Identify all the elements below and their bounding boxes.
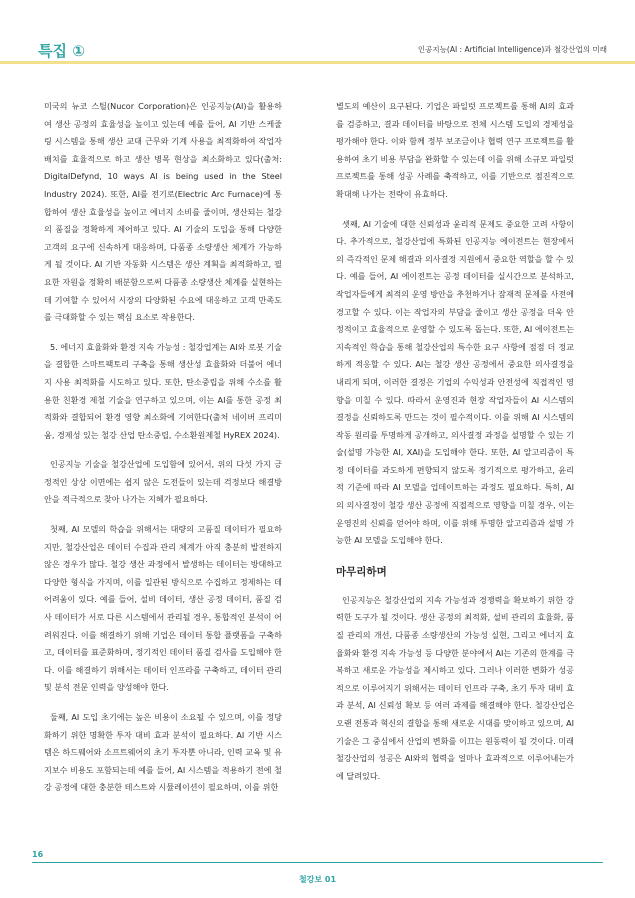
publication-name: 철강보 01 xyxy=(298,875,337,884)
body-paragraph: 셋째, AI 기술에 대한 신뢰성과 윤리적 문제도 중요한 고려 사항이다. 추가적으로, 철강산업에 특화된 인공지능 에이전트는 현장에서의 즉각적인 문제 해결과 의사결정 지원에서 중요한 역할을 할 수 있다. 예를 들어, AI 에이전트는 공정 데이터를 실시간으로 분석하고, 작업자들에게 최적의 운영 방안을 추천하거나 잠재적 문제를 사전에 경고할 수 있다. 이는 작업자의 부담을 줄이고 생산 공정을 더욱 안정적이고 효율적으로 운영할 수 있도록 돕는다. 또한, AI 에이전트는 지속적인 학습을 통해 철강산업의 특수한 요구 사항에 점점 더 정교하게 적응할 수 있다. AI는 철강 생산 공정에서 중요한 의사결정을 내리게 되며, 이러한 결정은 기업의 수익성과 안전성에 직접적인 영향을 미칠 수 있다. 따라서 운영진과 현장 작업자들이 AI 시스템의 결정을 신뢰하도록 만드는 것이 필수적이다. 이를 위해 AI 시스템의 작동 원리를 투명하게 공개하고, 의사결정 과정을 설명할 수 있는 기술(설명 가능한 AI, XAI)을 도입해야 한다. 또한, AI 알고리즘이 특정 데이터를 과도하게 편향되지 않도록 정기적으로 평가하고, 윤리적 기준에 따라 AI 모델을 업데이트하는 과정도 필요하다. 특히, AI의 의사결정이 철강 생산 공정에 직접적으로 영향을 미칠 경우, 이는 운영진의 신뢰를 얻어야 하며, 이를 위해 투명한 알고리즘과 설명 가능한 AI 모델을 도입해야 한다. xyxy=(336,218,574,546)
body-paragraph: 5. 에너지 효율화와 환경 지속 가능성 : 철강업계는 AI와 로봇 기술을 결합한 스마트팩토리 구축을 통해 생산성 효율화와 더불어 에너지 사용 최적화를 시도하고 있다. 또한, 탄소중립을 위해 수소를 활용한 친환경 제철 기술을 연구하고 있으며, 이는 AI를 통한 공정 최적화와 결합되어 환경 영향 최소화에 기여한다(출처 네이버 프리미움, 경제성 있는 철강 산업 탄소중립, 수소환원제철 HyREX 2024). xyxy=(44,341,282,440)
body-paragraph: 인공지능 기술을 철강산업에 도입함에 있어서, 위의 다섯 가지 긍정적인 상상 이면에는 쉽지 않은 도전들이 있는데 걱정보다 해결방안을 적극적으로 찾아 나가는 지혜가 필요하다. xyxy=(44,459,282,505)
body-paragraph: 별도의 예산이 요구된다. 기업은 파일럿 프로젝트를 통해 AI의 효과를 검증하고, 결과 데이터를 바탕으로 전체 시스템 도입의 경제성을 평가해야 한다. 이와 함께 정부 보조금이나 협력 연구 프로젝트를 활용하여 초기 비용 부담을 완화할 수 있는데 이를 위해 소규모 파일럿 프로젝트를 통해 성공 사례를 축적하고, 이를 기반으로 점진적으로 확대해 나가는 전략이 유효하다. xyxy=(336,101,574,199)
header-title: 인공지능(AI : Artificial Intelligence)과 철강산업의 미래 xyxy=(417,45,607,54)
left-column xyxy=(44,98,282,809)
body-paragraph: 첫째, AI 모델의 학습을 위해서는 대량의 고품질 데이터가 필요하지만, 철강산업은 데이터 수집과 관리 체계가 아직 충분히 발전하지 않은 경우가 많다. 철강 생산 과정에서 발생하는 데이터는 방대하고 다양한 형식을 가지며, 이를 일관된 방식으로 수집하고 정제하는 데 어려움이 있다. 예를 들어, 설비 데이터, 생산 공정 데이터, 품질 검사 데이터가 서로 다른 시스템에서 관리될 경우, 통합적인 분석이 어려워진다. 이를 해결하기 위해 기업은 데이터 통합 플랫폼을 구축하고, 데이터를 표준화하며, 정기적인 데이터 품질 검사를 도입해야 한다. 이를 해결하기 위해서는 데이터 인프라를 구축하고, 데이터 관리 및 분석 전문 인력을 양성해야 한다. xyxy=(44,524,282,693)
body-paragraph: 인공지능은 철강산업의 지속 가능성과 경쟁력을 확보하기 위한 강력한 도구가 될 것이다. 생산 공정의 최적화, 설비 관리의 효율화, 품질 관리의 개선, 다품종 소량생산의 가능성 실현, 그리고 에너지 효율화와 환경 지속 가능성 등 다양한 분야에서 AI는 기존의 한계를 극복하고 새로운 가능성을 제시하고 있다. 그러나 이러한 변화가 성공적으로 이루어지기 위해서는 데이터 인프라 구축, 초기 투자 대비 효과 분석, AI 신뢰성 확보 등 여러 과제를 해결해야 한다. 철강산업은 오랜 전통과 혁신의 결합을 통해 새로운 시대를 맞이하고 있으며, AI 기술은 그 중심에서 산업의 변화를 이끄는 원동력이 될 것이다. 미래 철강산업의 성공은 AI와의 협력을 얼마나 효과적으로 이루어내는가에 달려있다. xyxy=(336,594,574,781)
section-heading: 마무리하며 xyxy=(336,565,387,578)
body-paragraph: 둘째, AI 도입 초기에는 높은 비용이 소요될 수 있으며, 이를 정당화하기 위한 명확한 투자 대비 효과 분석이 필요하다. AI 기반 시스템은 하드웨어와 소프트웨어의 초기 투자뿐 아니라, 인력 교육 및 유지보수 비용도 포함되는데 예를 들어, AI 시스템을 적용하기 전에 철강 공정에 대한 충분한 테스트와 시뮬레이션이 필요하며, 이를 위한 xyxy=(44,712,282,793)
section-label: 특집 ① xyxy=(38,42,85,60)
page-number: 16 xyxy=(32,850,44,859)
footer-divider xyxy=(32,862,603,863)
header-divider xyxy=(0,61,635,64)
right-column xyxy=(336,98,574,797)
body-paragraph: 미국의 뉴코 스틸(Nucor Corporation)은 인공지능(AI)을 활용하여 생산 공정의 효율성을 높이고 있는데 예를 들어, AI 기반 스케줄링 시스템을 통해 생산 교대 근무와 기계 사용을 최적화하여 작업자 배치를 효율적으로 하고 생산 병목 현상을 최소화하고 있다(출처: DigitalDefynd, 10 ways AI is being used in the Steel Industry 2024). 또한, AI를 전기로(Electric Arc Furnace)에 통합하여 생산 효율성을 높이고 에너지 소비를 줄이며, 생산되는 철강의 품질을 정확하게 제어하고 있다. AI 기술의 도입을 통해 다양한 고객의 요구에 신속하게 대응하며, 다품종 소량생산 체계가 가능하게 될 것이다. AI 기반 자동화 시스템은 생산 계획을 최적화하고, 필요한 자원을 정확히 배분함으로써 다품종 소량생산 체계를 실현하는 데 기여할 수 있어서 시장의 다양화된 수요에 대응하고 고객 만족도를 극대화할 수 있는 핵심 요소로 작용한다. xyxy=(44,101,282,323)
